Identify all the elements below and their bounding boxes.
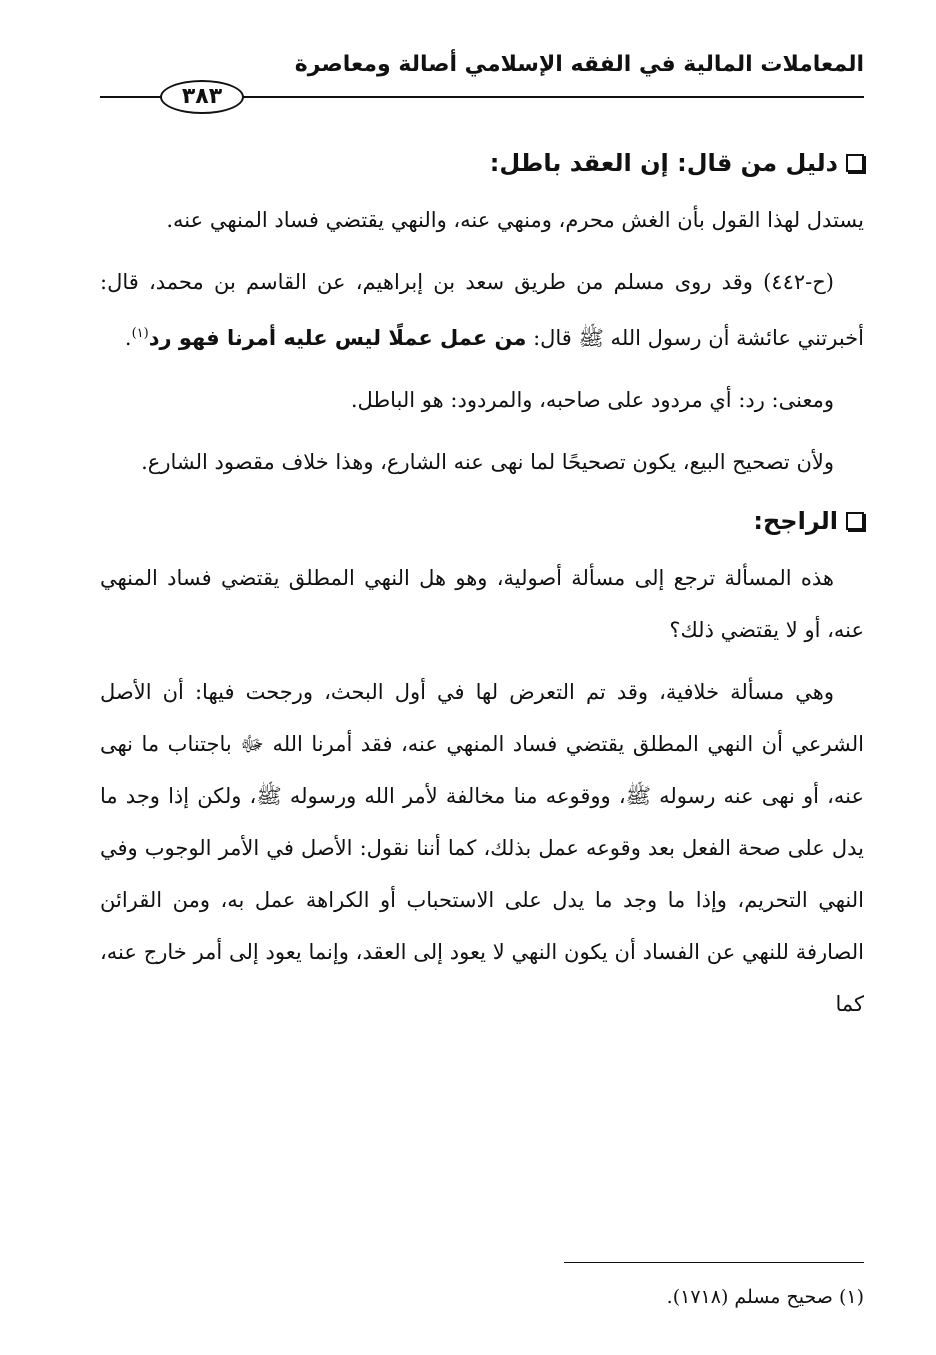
heading-text: الراجح:	[753, 507, 838, 535]
hadith-paragraph	[100, 256, 864, 364]
checkbox-bullet-icon	[846, 512, 864, 530]
paragraph: وهي مسألة خلافية، وقد تم التعرض لها في أول البحث، ورجحت فيها: أن الأصل الشرعي أن النهي المطلق يقتضي فساد المنهي عنه، فقد أمرنا الله ﷻ باجتناب ما نهى عنه، أو نهى عنه رسوله ﷺ، ووقوعه منا مخالفة لأمر الله ورسوله ﷺ، ولكن إذا وجد ما يدل على صحة الفعل بعد وقوعه عمل بذلك، كما أننا نقول: الأصل في الأمر الوجوب وفي النهي التحريم، وإذا ما وجد ما يدل على الاستحباب أو الكراهة عمل به، ومن القرائن الصارفة للنهي عن الفساد أن يكون النهي لا يعود إلى العقد، وإنما يعود إلى أمر خارج عنه، كما	[100, 680, 864, 1016]
footnote: (١) صحيح مسلم (١٧١٨).	[666, 1286, 864, 1308]
hadith-quote: من عمل عملًا ليس عليه أمرنا فهو رد	[148, 326, 527, 350]
footnote-rule	[564, 1262, 864, 1263]
section-heading-preferred	[100, 498, 864, 544]
hadith-intro: (ح-٤٤٢) وقد روى مسلم من طريق سعد بن إبراهيم، عن القاسم بن محمد، قال: أخبرتني عائشة أن رسول الله ﷺ قال:	[100, 270, 864, 350]
footnote-marker[interactable]: (١)	[131, 326, 149, 341]
heading-text: دليل من قال: إن العقد باطل:	[489, 149, 838, 177]
hadith-end: .	[124, 326, 132, 350]
section-heading-evidence	[100, 140, 864, 186]
paragraph: هذه المسألة ترجع إلى مسألة أصولية، وهو هل النهي المطلق يقتضي فساد المنهي عنه، أو لا يقتضي ذلك؟	[100, 566, 864, 642]
main-content	[100, 140, 864, 1040]
paragraph: ولأن تصحيح البيع، يكون تصحيحًا لما نهى عنه الشارع، وهذا خلاف مقصود الشارع.	[141, 450, 834, 474]
checkbox-bullet-icon	[846, 154, 864, 172]
running-header: المعاملات المالية في الفقه الإسلامي أصالة ومعاصرة	[294, 52, 864, 77]
paragraph: يستدل لهذا القول بأن الغش محرم، ومنهي عنه، والنهي يقتضي فساد المنهي عنه.	[166, 208, 864, 232]
page-number: ٣٨٣	[160, 80, 244, 114]
paragraph: ومعنى: رد: أي مردود على صاحبه، والمردود: هو الباطل.	[350, 388, 834, 412]
